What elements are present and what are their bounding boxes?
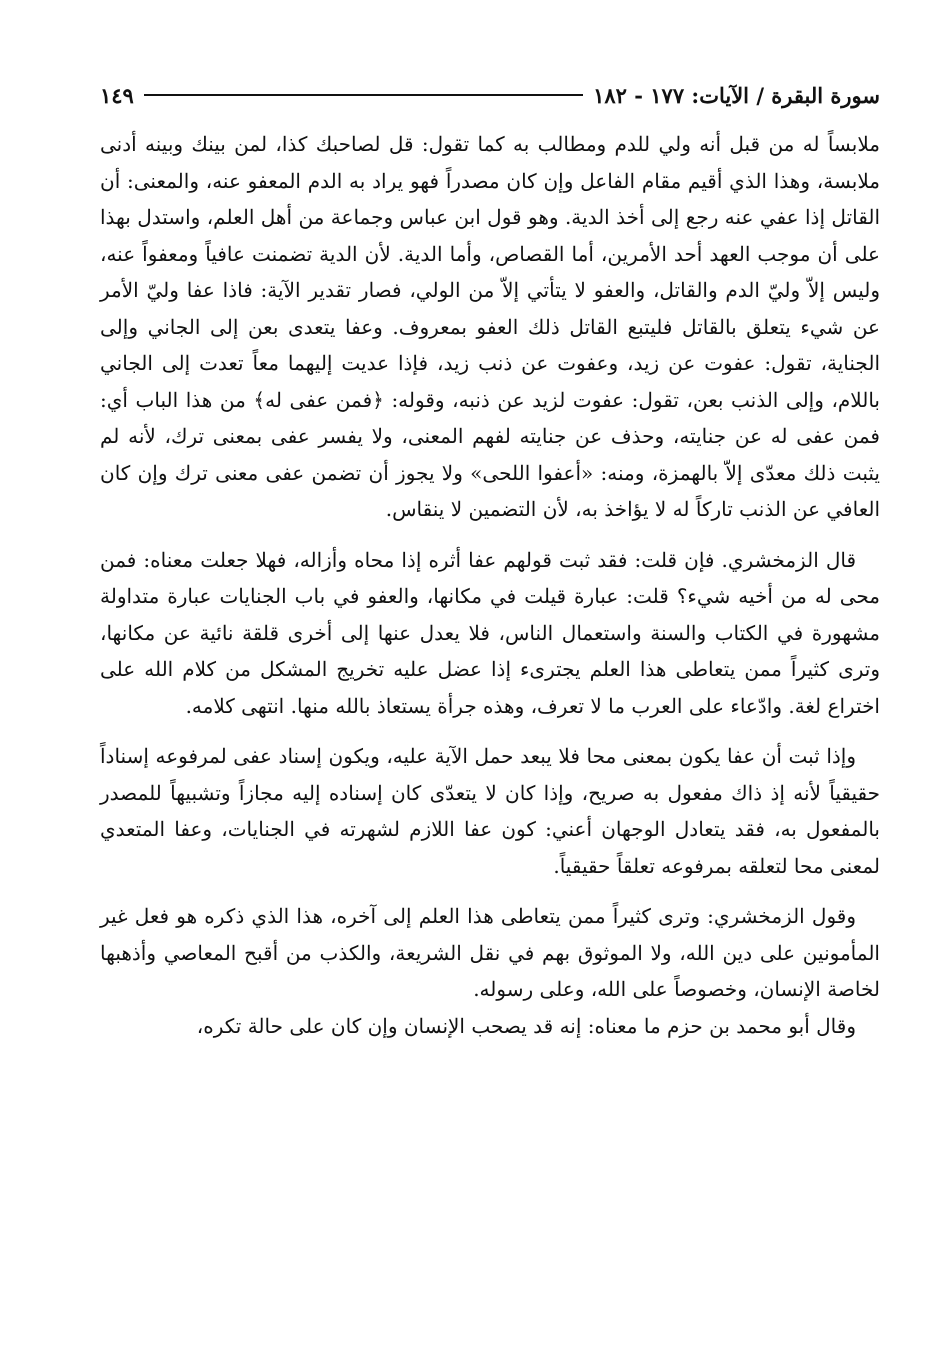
paragraph-2: قال الزمخشري. فإن قلت: فقد ثبت قولهم عفا أثره إذا محاه وأزاله، فهلا جعلت معناه: فمن محى له من أخيه شيء؟ قلت: عبارة قيلت في مكانها، والعفو في باب الجنايات عبارة متداولة مشهورة في الكتاب والسنة واستعمال الناس، فلا يعدل عنها إلى أخرى قلقة نائية عن مكانها، وترى كثيراً ممن يتعاطى هذا العلم يجترىء إذا عضل عليه تخريج المشكل من كلام الله على اختراع لغة. وادّعاء على العرب ما لا تعرف، وهذه جرأة يستعاذ بالله منها. انتهى كلامه. xyxy=(100,547,880,718)
page-number: ١٤٩ xyxy=(100,82,134,108)
header-title: سورة البقرة / الآيات: ١٧٧ - ١٨٢ xyxy=(593,82,880,108)
page-body xyxy=(100,126,880,1044)
header-rule xyxy=(144,94,583,96)
paragraph-3: وإذا ثبت أن عفا يكون بمعنى محا فلا يبعد حمل الآية عليه، ويكون إسناد عفى لمرفوعه إسناداً حقيقياً لأنه إذ ذاك مفعول به صريح، وإذا كان لا يتعدّى كان إسناده إليه مجازاً وتشبيهاً للمصدر بالمفعول به، فقد يتعادل الوجهان أعني: كون عفا اللازم لشهرته في الجنايات، وعفا المتعدي لمعنى محا لتعلقه بمرفوعه تعلقاً حقيقياً. xyxy=(100,744,880,878)
paragraph-1: ملابساً له من قبل أنه ولي للدم ومطالب به كما تقول: قل لصاحبك كذا، لمن بينك وبينه أدنى ملابسة، وهذا الذي أقيم مقام الفاعل وإن كان مصدراً فهو يراد به الدم المعفو عنه، والمعنى: أن القاتل إذا عفي عنه رجع إلى أخذ الدية. وهو قول ابن عباس وجماعة من أهل العلم، واستدل بهذا على أن موجب العهد أحد الأمرين، أما القصاص، وأما الدية. لأن الدية تضمنت عافياً ومعفواً عنه، وليس إلاّ وليّ الدم والقاتل، والعفو لا يتأتي إلاّ من الولي، فصار تقدير الآية: فاذا عفا وليّ الأمر عن شيء يتعلق بالقاتل فليتبع القاتل ذلك العفو بمعروف. وعفا يتعدى بعن إلى الجاني وإلى الجناية، تقول: عفوت عن زيد، وعفوت عن ذنب زيد، فإذا عديت إليهما معاً تعدت إلى الجاني باللام، وإلى الذنب بعن، تقول: عفوت لزيد عن ذنبه، وقوله: ﴿فمن عفى له﴾ من هذا الباب أي: فمن عفى له عن جنايته، وحذف عن جنايته لفهم المعنى، ولا يفسر عفى بمعنى ترك، لأنه لم يثبت ذلك معدّى إلاّ بالهمزة، ومنه: «أعفوا اللحى» ولا يجوز أن تضمن عفى معنى ترك وإن كان العافي عن الذنب تاركاً له لا يؤاخذ به، لأن التضمين لا ينقاس. xyxy=(100,132,880,521)
paragraph-5: وقال أبو محمد بن حزم ما معناه: إنه قد يصحب الإنسان وإن كان على حالة تكره، xyxy=(196,1013,856,1038)
paragraph-4: وقول الزمخشري: وترى كثيراً ممن يتعاطى هذا العلم إلى آخره، هذا الذي ذكره هو فعل غير المأمونين على دين الله، ولا الموثوق بهم في نقل الشريعة، والكذب من أقبح المعاصي وأذهبها لخاصة الإنسان، وخصوصاً على الله، وعلى رسوله. xyxy=(100,904,880,1001)
running-header xyxy=(100,78,880,112)
